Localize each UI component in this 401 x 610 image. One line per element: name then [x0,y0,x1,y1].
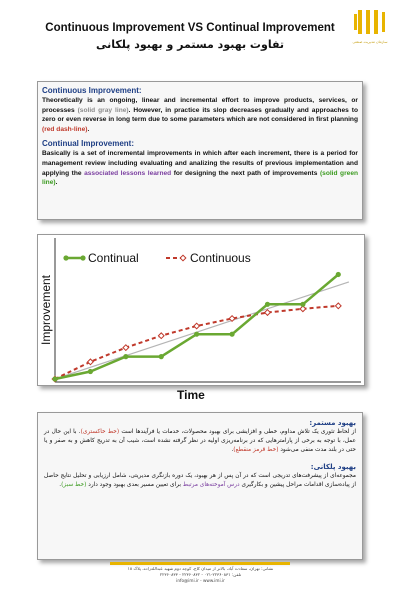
data-point-continual [336,272,341,277]
continuous-paragraph [42,96,358,134]
data-point-continuous [229,316,235,322]
page-title-fa: تفاوت بهبود مستمر و بهبود پلکانی [95,38,285,51]
continual-text-2: for designing the next path of improvements [171,169,318,177]
continual-text-3-fa: . [59,482,62,488]
continual-text-2-fa: برای تعیین مسیر بعدی بهبود وجود دارد [88,482,183,488]
continual-text-1: Basically is a set of incremental improvements in which after each increment, there is a period for management review including evaluating and analizing the results of previous implementation and applying the [42,150,358,177]
data-point-continuous [123,345,129,351]
continual-heading-fa: بهبود پلکانی: [310,463,356,471]
continual-heading: Continual Improvement: [42,139,135,149]
page-title-en: Continuous Improvement VS Continual Improvement [45,22,335,34]
lessons-learned-note-fa: درس آموخته‌های مرتبط [182,482,240,488]
continual-paragraph [42,149,358,187]
lessons-learned-note: associated lessons learned [84,169,172,177]
logo-caption: سازمان مدیریت صنعتی [352,40,388,44]
series-line-baseline [55,282,349,379]
series-layer [52,272,349,382]
continuous-text-1-fa: از لحاظ تئوری یک تلاش مداوم، خطی و افزایشی برای بهبود محصولات، خدمات یا فرآیندها است [121,429,356,435]
data-point-continuous [158,333,164,339]
data-point-continual [52,376,57,381]
legend-label-continual: Continual [88,251,139,265]
red-line-note-fa: (خط قرمز منقطع) [233,447,279,453]
legend-marker-continual-end [80,255,85,260]
red-line-note: (red dash-line) [42,125,88,133]
footer-contact: info@imi.ir - www.imi.ir [176,578,225,583]
data-point-continual [265,302,270,307]
legend-marker-continuous [180,255,186,261]
footer-divider [110,562,290,565]
footer-phone: تلفن: ۲۲۳۶۰۸۳۱-۰۲۱ - ۲۲۳۶۰۸۳۲ - ۲۲۳۶۰۸۳۳ [159,572,242,577]
continuous-text-2-fa: . با این حال در عمل، با توجه به برخی از پارامترهایی که در برنامه‌ریزی اولیه در نظر گرفته نشده است، شیب آن به تدریج کاهش و به صفر و یا حتی در بلند مدت منفی می‌شود [44,429,356,453]
data-point-continual [300,302,305,307]
gray-line-note: (solid gray line) [77,106,129,114]
english-definitions-box [37,81,363,220]
data-point-continual [159,354,164,359]
data-point-continual [123,354,128,359]
legend-marker-continual [63,255,68,260]
data-point-continuous [265,310,271,316]
continuous-text-3-fa: . [231,447,234,453]
continuous-text-1: Theoretically is an ongoing, linear and incremental effort to improve products, services, or processes [42,97,358,114]
continual-text-3: . [55,179,58,187]
continuous-heading: Continuous Improvement: [42,86,142,95]
footer [0,566,401,584]
footer-address: نشانی: تهران، سعادت آباد، بالاتر از میدان کاج، کوچه دوم شهید عبدالله‌زاده، پلاک ۱۸ [127,566,274,571]
data-point-continual [194,332,199,337]
persian-definitions-box [37,412,363,560]
legend [63,251,250,265]
continuous-heading-fa: بهبود مستمر: [309,419,356,427]
data-point-continual [229,332,234,337]
x-axis-label: Time [177,388,205,402]
data-point-continual [88,369,93,374]
gray-line-note-fa: (خط خاکستری) [80,429,120,435]
continuous-paragraph-fa [44,428,356,455]
green-line-note-fa: (خط سبز) [61,482,87,488]
data-point-continuous [335,303,341,309]
improvement-chart [38,235,364,385]
continual-text-1-fa: مجموعه‌ای از پیشرفت‌های تدریجی است که در آن پس از هر بهبود، یک دوره بازنگری مدیریتی، شامل ارزیابی و تحلیل نتایج حاصل از پیاده‌سازی اقدامات مراحل پیشین و بکارگیری [44,473,356,488]
green-line-note: (solid green line) [42,169,359,187]
organization-logo [344,6,396,64]
continual-paragraph-fa [44,472,356,490]
data-point-continuous [194,323,200,329]
legend-label-continuous: Continuous [190,251,251,265]
y-axis-label: Improvement [39,274,53,346]
chart-box [37,234,365,386]
continuous-text-3: . [87,125,90,133]
continuous-text-2: . However, in practice its slop decreases gradually and approaches to zero or even reverse in long term due to some parameters which are not considered in first planning [42,106,358,124]
